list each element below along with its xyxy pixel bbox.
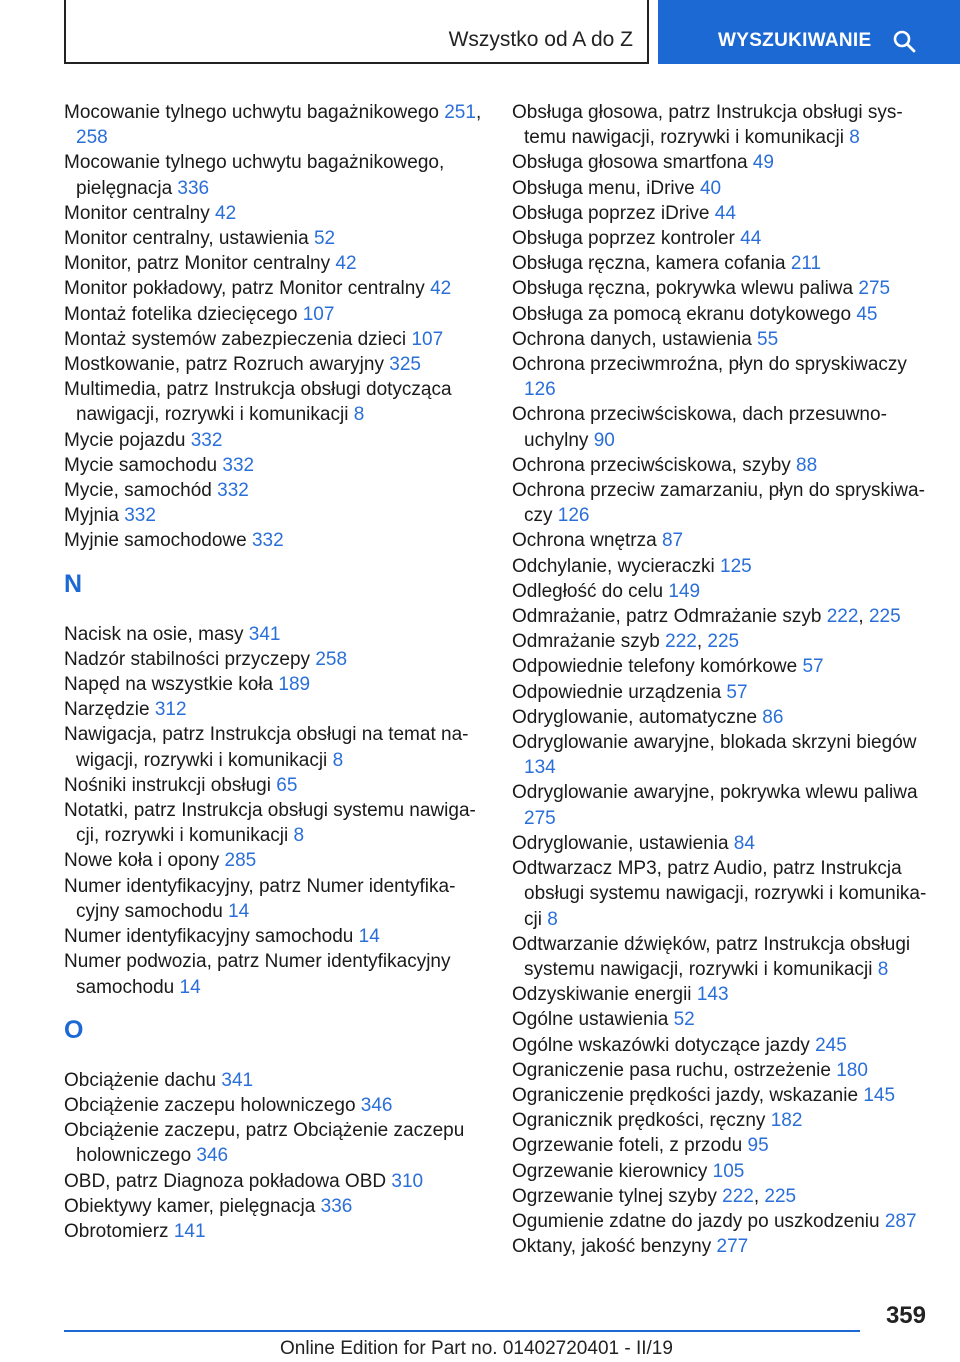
- index-entry-term: Obsługa poprzez iDrive: [512, 202, 715, 224]
- index-entry-term: Ogrzewanie tylnej szyby: [512, 1185, 723, 1207]
- index-entry-term: Obsługa ręczna, kamera cofania: [512, 253, 791, 275]
- index-entry-term: Montaż fotelika dziecięcego: [64, 303, 303, 325]
- index-entry-term: Ogólne wskazówki dotyczące jazdy: [512, 1034, 816, 1056]
- page-reference-link[interactable]: 105: [712, 1160, 745, 1182]
- index-entry-term: Ogrzewanie foteli, z przodu: [512, 1135, 748, 1157]
- page-reference-link[interactable]: 332: [222, 454, 255, 476]
- page-reference-link[interactable]: 49: [752, 152, 774, 174]
- index-entry-term: Obsługa za pomocą ekranu dotykowego: [512, 303, 857, 325]
- index-entry-term: Numer podwozia, patrz Numer identyfikacyjny samochodu: [64, 951, 451, 998]
- index-entry: [64, 1068, 484, 1093]
- index-entry: [512, 982, 932, 1007]
- index-entry: [512, 831, 932, 856]
- page-reference-link[interactable]: 86: [762, 706, 784, 728]
- index-entry-term: Ochrona przeciwmroźna, płyn do spryskiwaczy: [512, 354, 907, 376]
- page-reference-link[interactable]: 14: [228, 900, 250, 922]
- index-entry-term: Ochrona przeciwściskowa, dach przesuwnouchylny: [512, 404, 887, 451]
- index-column-left: [64, 100, 484, 1244]
- page-reference-link[interactable]: 57: [726, 681, 748, 703]
- page-reference-link[interactable]: 52: [673, 1009, 695, 1031]
- index-entry-term: Monitor centralny: [64, 202, 216, 224]
- index-entry: [512, 705, 932, 730]
- index-entry-term: Odpowiednie urządzenia: [512, 681, 727, 703]
- index-entry: [64, 798, 484, 848]
- index-entry-term: Ogumienie zdatne do jazdy po uszkodzeniu: [512, 1210, 885, 1232]
- page-reference-link[interactable]: 8: [332, 749, 344, 771]
- page-reference-link[interactable]: 346: [196, 1145, 229, 1167]
- page-reference-link[interactable]: 222: [722, 1185, 754, 1207]
- index-entry: [512, 1234, 932, 1259]
- page-reference-link[interactable]: 45: [856, 303, 878, 325]
- page-reference-link[interactable]: 182: [770, 1110, 803, 1132]
- page-reference-link[interactable]: 44: [714, 202, 736, 224]
- page-reference-link[interactable]: 336: [320, 1195, 353, 1217]
- index-entry-term: Odmrażanie szyb: [512, 631, 666, 653]
- page-reference-link[interactable]: 245: [815, 1034, 847, 1056]
- page-reference-link[interactable]: 8: [353, 404, 365, 426]
- tab-a-to-z-label: Wszystko od A do Z: [448, 28, 633, 51]
- page-reference-link[interactable]: 341: [221, 1069, 254, 1091]
- page-reference-link[interactable]: 40: [699, 177, 722, 199]
- index-entry-term: Odtwarzacz MP3, patrz Audio, patrz Instrukcja obsługi systemu nawigacji, rozrywki i komunikacji: [512, 858, 927, 930]
- index-entry-term: Ochrona danych, ustawienia: [512, 328, 758, 350]
- index-entry: [512, 276, 932, 301]
- index-entry-term: Obrotomierz: [64, 1220, 174, 1242]
- index-entry: [512, 1133, 932, 1158]
- index-entry: [512, 352, 932, 402]
- index-entry: [512, 1007, 932, 1032]
- index-entry-term: Obsługa poprzez kontroler: [512, 228, 741, 250]
- index-entry-term: Ograniczenie prędkości jazdy, wskazanie: [512, 1084, 864, 1106]
- index-entry-term: Narzędzie: [64, 699, 155, 721]
- page-reference-link[interactable]: 211: [790, 253, 822, 275]
- page-reference-link[interactable]: 149: [668, 580, 701, 602]
- index-section-letter: N: [64, 569, 83, 598]
- page-reference-link[interactable]: 8: [877, 958, 889, 980]
- index-entry-term: Mycie pojazdu: [64, 429, 191, 451]
- index-entry: [512, 176, 932, 201]
- page-reference-link[interactable]: 225: [707, 631, 740, 653]
- page-reference-link[interactable]: 346: [360, 1094, 393, 1116]
- page-reference-link[interactable]: 107: [411, 328, 444, 350]
- index-entry: [64, 672, 484, 697]
- page-reference-link[interactable]: 14: [358, 926, 380, 948]
- page-reference-link[interactable]: 222: [665, 631, 697, 653]
- index-entry: [64, 503, 484, 528]
- page-reference-link[interactable]: 275: [858, 278, 891, 300]
- page-reference-link[interactable]: 134: [524, 757, 556, 779]
- index-entry: [64, 478, 484, 503]
- index-entry-term: Obsługa głosowa smartfona: [512, 152, 753, 174]
- index-entry-term: Monitor pokładowy, patrz Monitor centralny: [64, 278, 431, 300]
- index-entry-term: Numer identyfikacyjny, patrz Numer identyfikacyjny samochodu: [64, 875, 456, 922]
- index-entry-term: Monitor, patrz Monitor centralny: [64, 253, 336, 275]
- index-entry-term: Obsługa głosowa, patrz Instrukcja obsługi systemu nawigacji, rozrywki i komunikacji: [512, 102, 903, 149]
- index-entry-term: Mostkowanie, patrz Rozruch awaryjny: [64, 354, 390, 376]
- index-entry: Ogrzewanie tylnej szyby 222, 225: [512, 1185, 797, 1207]
- page-reference-link[interactable]: 332: [124, 505, 156, 527]
- index-entry: [512, 554, 932, 579]
- index-entry: [512, 226, 932, 251]
- index-entry-term: OBD, patrz Diagnoza pokładowa OBD: [64, 1170, 392, 1192]
- index-entry: [64, 327, 484, 352]
- search-icon: [892, 29, 916, 53]
- index-entry: [512, 1058, 932, 1083]
- page-reference-link[interactable]: 8: [547, 908, 558, 930]
- page-reference-link[interactable]: 312: [154, 699, 187, 721]
- page-reference-link[interactable]: 145: [863, 1084, 896, 1106]
- page-reference-link[interactable]: 222: [826, 606, 859, 628]
- page-reference-link[interactable]: 57: [802, 656, 824, 678]
- page-reference-link[interactable]: 325: [389, 354, 421, 376]
- index-entry: [64, 874, 484, 924]
- index-entry: [64, 949, 484, 999]
- index-entry-term: Odchylanie, wycieraczki: [512, 555, 721, 577]
- page-reference-link[interactable]: 225: [764, 1185, 797, 1207]
- index-entry-term: Odpowiednie telefony komórkowe: [512, 656, 803, 678]
- index-entry-term: Odryglowanie, automatyczne: [512, 706, 763, 728]
- index-entry-term: Ograniczenie pasa ruchu, ostrzeżenie: [512, 1059, 837, 1081]
- index-entry: [512, 1108, 932, 1133]
- index-entry: [512, 100, 932, 150]
- index-entry: [512, 654, 932, 679]
- tab-search-label: WYSZUKIWANIE: [718, 30, 872, 51]
- page-reference-link[interactable]: 285: [224, 850, 257, 872]
- page-reference-link[interactable]: 42: [215, 202, 237, 224]
- page-reference-link[interactable]: 42: [335, 253, 357, 275]
- page-reference-link[interactable]: 84: [733, 832, 755, 854]
- page-reference-link[interactable]: 143: [696, 984, 729, 1006]
- page-reference-link[interactable]: 126: [524, 379, 556, 401]
- page-reference-link[interactable]: 287: [884, 1210, 917, 1232]
- index-entry-term: Mocowanie tylnego uchwytu bagażnikowego: [64, 102, 445, 123]
- page-reference-link[interactable]: 55: [757, 328, 779, 350]
- footer-divider: [64, 1330, 860, 1332]
- index-entry-term: Nośniki instrukcji obsługi: [64, 774, 277, 796]
- index-entry: [512, 1209, 932, 1234]
- index-entry: [64, 773, 484, 798]
- index-entry-term: Oktany, jakość benzyny: [512, 1236, 717, 1258]
- page-reference-link[interactable]: 275: [524, 807, 556, 829]
- index-entry-term: Obciążenie zaczepu, patrz Obciążenie zaczepu holowniczego: [64, 1120, 465, 1167]
- index-entry-term: Ogólne ustawienia: [512, 1009, 674, 1031]
- page-reference-link[interactable]: 44: [740, 228, 762, 250]
- index-entry: [512, 402, 932, 452]
- index-entry-term: Nowe koła i opony: [64, 850, 225, 872]
- index-entry-term: Odległość do celu: [512, 580, 669, 602]
- page-reference-link[interactable]: 65: [276, 774, 298, 796]
- page-reference-link[interactable]: 258: [76, 127, 108, 149]
- index-entry: Mocowanie tylnego uchwytu bagażnikowego 251, 258: [64, 102, 482, 149]
- index-column-right: [512, 100, 932, 1259]
- index-entry: [64, 377, 484, 427]
- index-entry: [512, 453, 932, 478]
- index-entry: [512, 150, 932, 175]
- tab-a-to-z[interactable]: [64, 0, 649, 64]
- index-entry: [64, 697, 484, 722]
- page-reference-link[interactable]: 90: [593, 429, 615, 451]
- index-entry: [512, 932, 932, 982]
- page-reference-link[interactable]: 95: [747, 1135, 769, 1157]
- index-entry-term: Notatki, patrz Instrukcja obsługi systemu nawigacji, rozrywki i komunikacji: [64, 800, 476, 847]
- index-entry: Odmrażanie szyb 222, 225: [512, 631, 740, 653]
- index-entry: [64, 226, 484, 251]
- index-entry: [64, 150, 484, 200]
- page-reference-link[interactable]: 258: [315, 648, 348, 670]
- page-reference-link[interactable]: 310: [391, 1170, 424, 1192]
- index-entry: [64, 1169, 484, 1194]
- page-reference-link[interactable]: 52: [313, 228, 336, 250]
- index-entry-term: Odtwarzanie dźwięków, patrz Instrukcja obsługi systemu nawigacji, rozrywki i komunikacji: [512, 933, 911, 980]
- page-reference-link[interactable]: 189: [278, 674, 311, 696]
- index-entry-term: Montaż systemów zabezpieczenia dzieci: [64, 328, 412, 350]
- index-entry: [64, 428, 484, 453]
- index-entry: [512, 251, 932, 276]
- index-entry-term: Obsługa ręczna, pokrywka wlewu paliwa: [512, 278, 859, 300]
- index-entry: [64, 1118, 484, 1168]
- index-entry: [64, 1219, 484, 1244]
- index-entry: [512, 680, 932, 705]
- index-entry-term: Nacisk na osie, masy: [64, 623, 249, 645]
- page-number: 359: [885, 1302, 926, 1329]
- index-entry-term: Odryglowanie awaryjne, pokrywka wlewu paliwa: [512, 782, 918, 804]
- index-entry: [64, 848, 484, 873]
- index-entry-term: Mycie samochodu: [64, 454, 223, 476]
- page-reference-link[interactable]: 341: [248, 623, 281, 645]
- page-reference-link[interactable]: 141: [173, 1220, 206, 1242]
- index-entry: [512, 1159, 932, 1184]
- page-reference-link[interactable]: 180: [836, 1059, 868, 1081]
- index-entry-term: Ogrzewanie kierownicy: [512, 1160, 713, 1182]
- index-entry: [512, 327, 932, 352]
- index-entry-term: Monitor centralny, ustawienia: [64, 228, 314, 250]
- index-entry: [64, 722, 484, 772]
- index-entry-term: Obciążenie zaczepu holowniczego: [64, 1094, 361, 1116]
- index-entry-term: Odmrażanie, patrz Odmrażanie szyb: [512, 606, 827, 628]
- page-reference-link[interactable]: 126: [557, 505, 590, 527]
- index-entry: [512, 730, 932, 780]
- index-section-letter: O: [64, 1015, 84, 1044]
- index-entry: [512, 302, 932, 327]
- index-entry-term: Odryglowanie, ustawienia: [512, 832, 734, 854]
- index-entry: [64, 453, 484, 478]
- index-entry: [512, 780, 932, 830]
- index-entry: [64, 352, 484, 377]
- index-entry: [64, 201, 484, 226]
- index-entry: [512, 579, 932, 604]
- index-entry-term: Mocowanie tylnego uchwytu bagażnikowego, pielęgnacja: [64, 152, 445, 199]
- index-entry-term: Nawigacja, patrz Instrukcja obsługi na temat nawigacji, rozrywki i komunikacji: [64, 724, 469, 771]
- index-entry: [64, 302, 484, 327]
- index-entry: Odmrażanie, patrz Odmrażanie szyb 222, 225: [512, 606, 901, 628]
- top-navigation: [0, 0, 960, 66]
- page-reference-link[interactable]: 332: [251, 530, 284, 552]
- index-entry-term: Ochrona wnętrza: [512, 530, 662, 552]
- index-entry: [512, 1033, 932, 1058]
- index-entry-term: Napęd na wszystkie koła: [64, 674, 279, 696]
- index-entry-term: Odryglowanie awaryjne, blokada skrzyni biegów: [512, 732, 917, 754]
- index-entry: [64, 622, 484, 647]
- index-entry-term: Multimedia, patrz Instrukcja obsługi dotycząca nawigacji, rozrywki i komunikacji: [64, 379, 452, 426]
- page-reference-link[interactable]: 225: [868, 606, 901, 628]
- index-entry: [512, 1083, 932, 1108]
- index-entry: [64, 276, 484, 301]
- page-reference-link[interactable]: 332: [190, 429, 223, 451]
- index-entry-term: Myjnia: [64, 505, 125, 527]
- index-entry-term: Myjnie samochodowe: [64, 530, 252, 552]
- index-entry-term: Ochrona przeciwściskowa, szyby: [512, 454, 797, 476]
- index-entry-term: Numer identyfikacyjny samochodu: [64, 926, 359, 948]
- index-entry: [64, 528, 484, 553]
- page-reference-link[interactable]: 14: [179, 976, 201, 998]
- index-entry: [64, 1093, 484, 1118]
- index-entry: [512, 856, 932, 932]
- page-reference-link[interactable]: 125: [720, 555, 752, 577]
- page-reference-link[interactable]: 336: [177, 177, 210, 199]
- index-entry: [512, 478, 932, 528]
- index-entry-term: Ochrona przeciw zamarzaniu, płyn do spryskiwaczy: [512, 480, 925, 527]
- tab-search[interactable]: [658, 0, 960, 64]
- index-entry: [512, 528, 932, 553]
- page-reference-link[interactable]: 332: [217, 480, 249, 502]
- page-reference-link[interactable]: 107: [302, 303, 335, 325]
- index-entry: [64, 924, 484, 949]
- footer-edition-text: Online Edition for Part no. 01402720401 - II/19: [280, 1338, 673, 1359]
- page-reference-link[interactable]: 8: [849, 127, 860, 149]
- index-entry: [512, 201, 932, 226]
- index-entry: [64, 1194, 484, 1219]
- page-reference-link[interactable]: 277: [716, 1236, 749, 1258]
- index-entry-term: Ogranicznik prędkości, ręczny: [512, 1110, 771, 1132]
- page-reference-link[interactable]: 87: [661, 530, 684, 552]
- page-reference-link[interactable]: 8: [293, 825, 305, 847]
- index-entry-term: Obsługa menu, iDrive: [512, 177, 700, 199]
- index-entry-term: Mycie, samochód: [64, 480, 218, 502]
- index-entry-term: Obiektywy kamer, pielęgnacja: [64, 1195, 321, 1217]
- page-reference-link[interactable]: 88: [796, 454, 818, 476]
- index-entry-term: Nadzór stabilności przyczepy: [64, 648, 316, 670]
- page-reference-link[interactable]: 251: [444, 102, 476, 123]
- index-entry: [64, 647, 484, 672]
- index-entry-term: Odzyskiwanie energii: [512, 984, 697, 1006]
- index-entry: [64, 251, 484, 276]
- index-entry-term: Obciążenie dachu: [64, 1069, 222, 1091]
- page-reference-link[interactable]: 42: [430, 278, 452, 300]
